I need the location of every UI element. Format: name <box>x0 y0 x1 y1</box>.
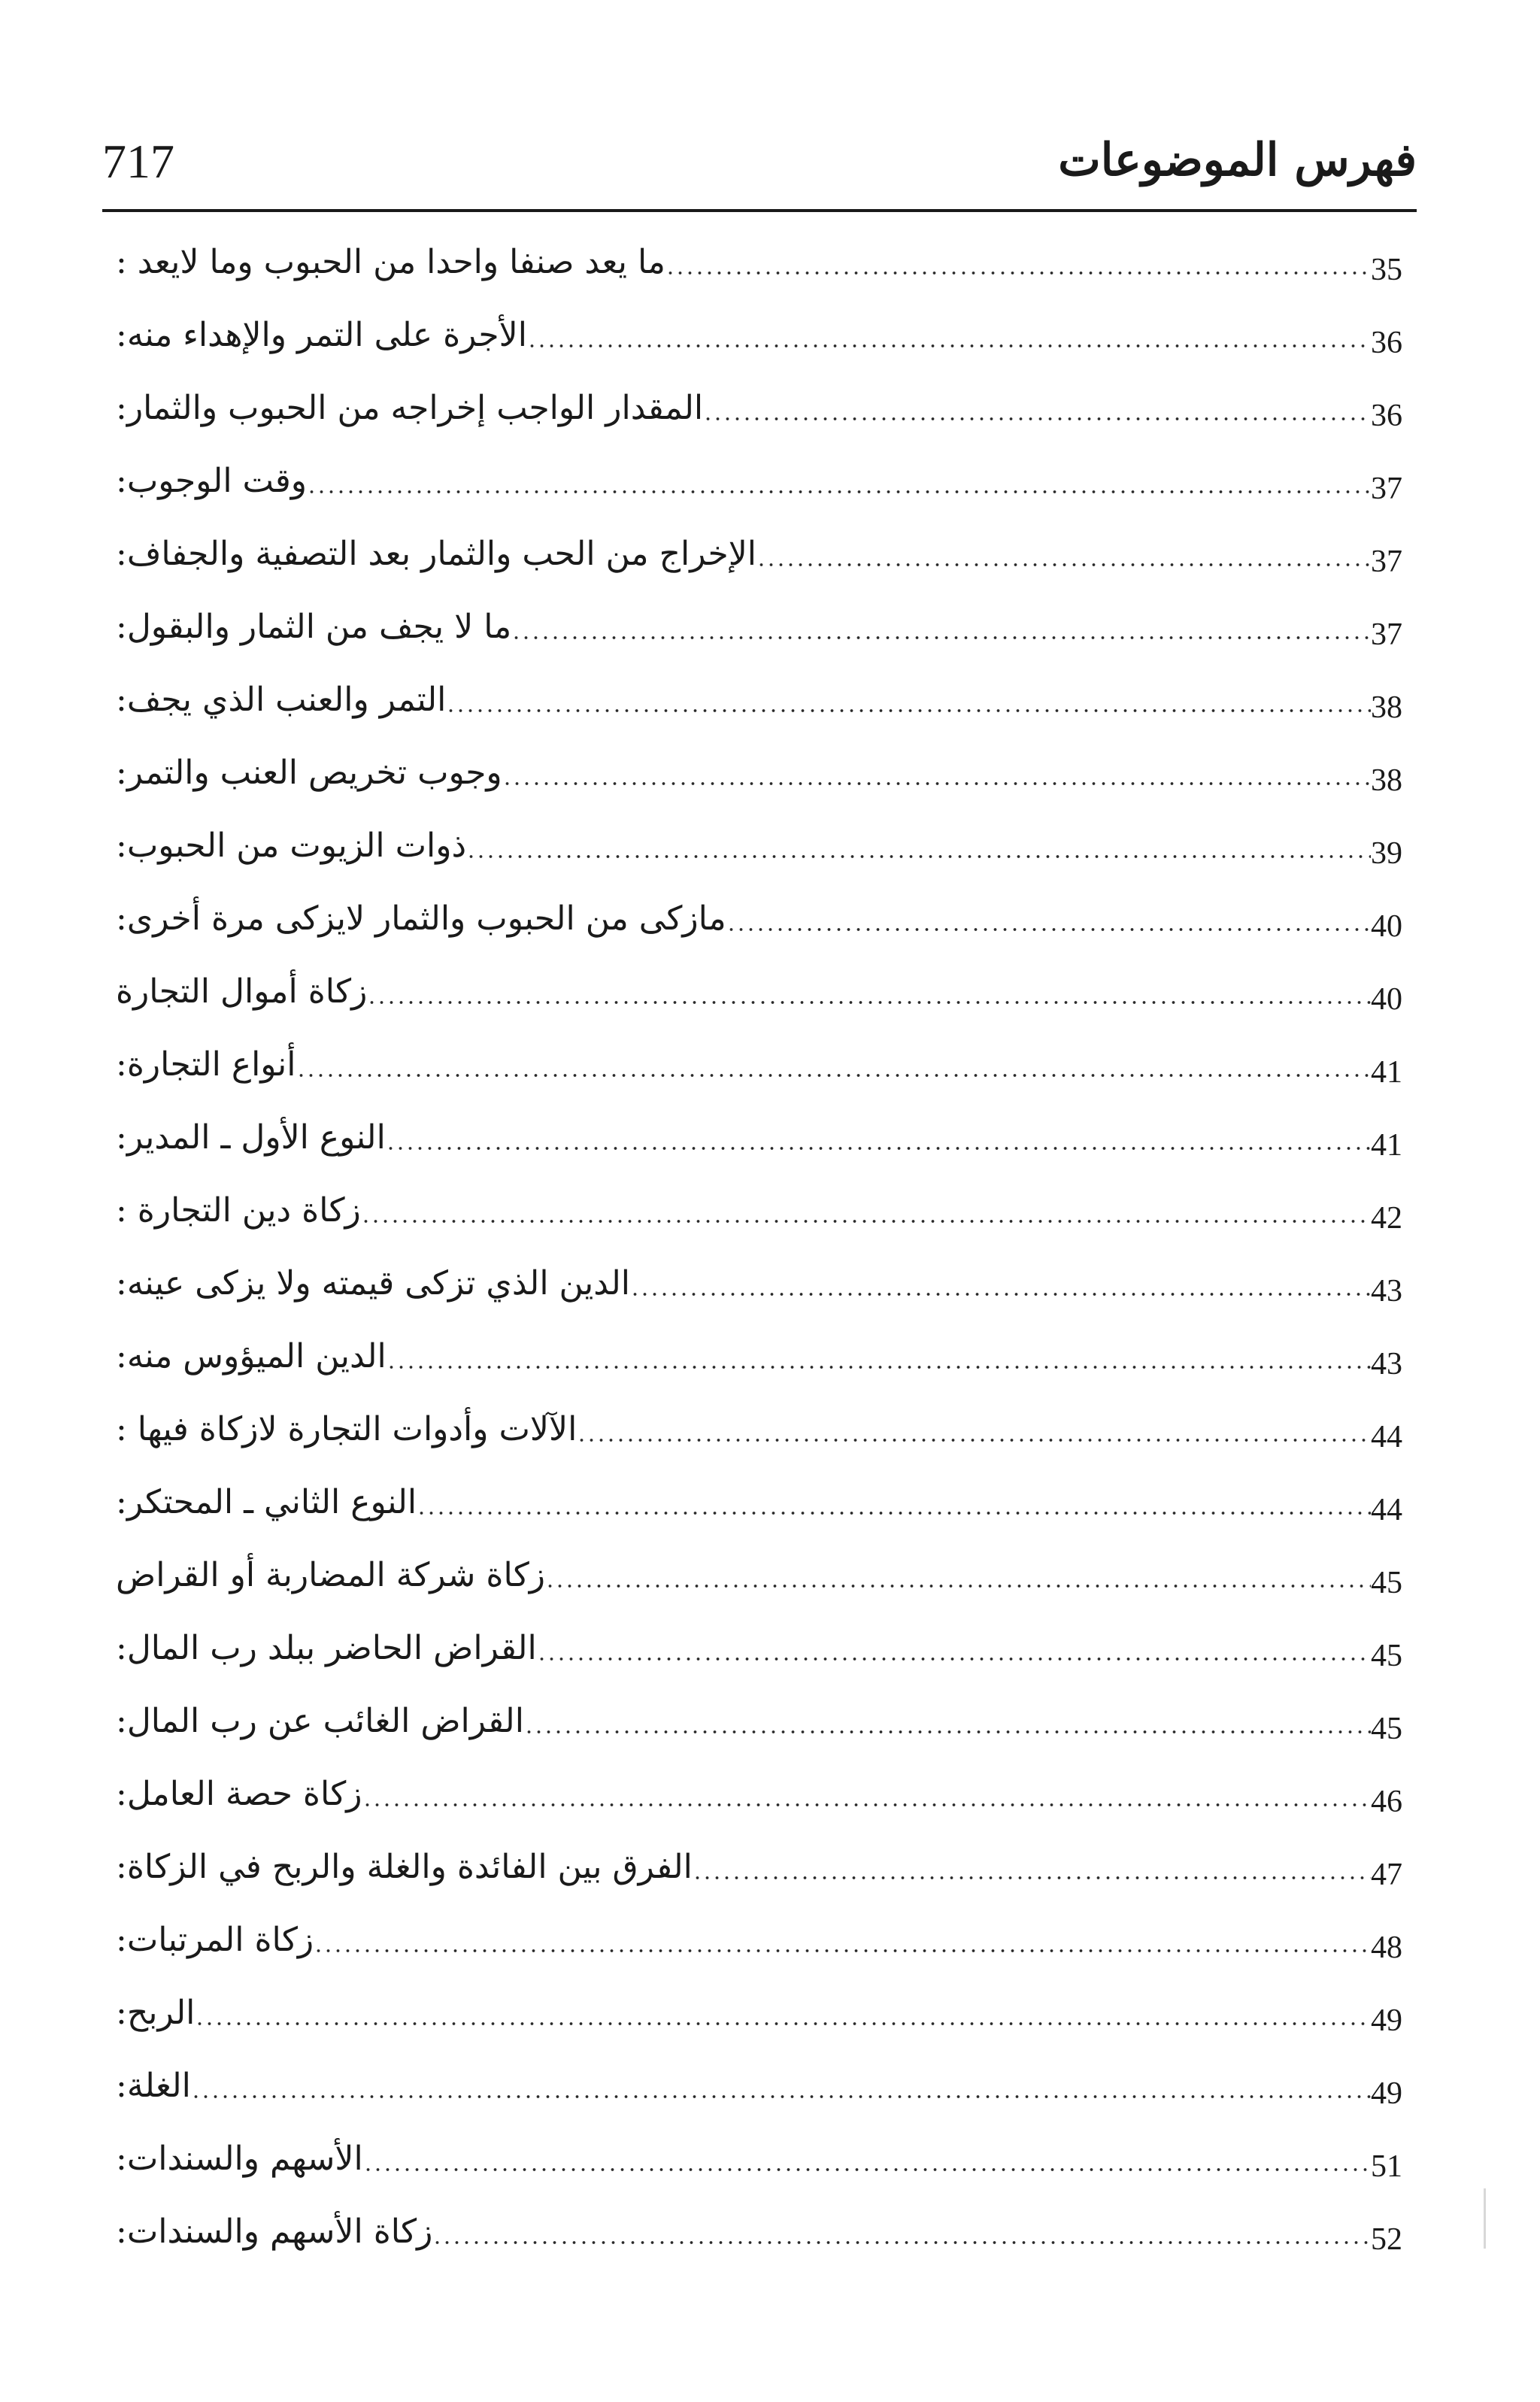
toc-entry <box>105 663 1417 736</box>
entry-title: الدين الميؤوس منه: <box>116 1337 387 1375</box>
dot-leader <box>524 1730 1371 1733</box>
entry-title: مازكى من الحبوب والثمار لايزكى مرة أخرى: <box>116 899 726 938</box>
toc-entry <box>105 1247 1417 1320</box>
dot-leader <box>386 1147 1371 1150</box>
toc-entry <box>105 1976 1417 2049</box>
toc-entry <box>105 1758 1417 1830</box>
entry-page-number: 44 <box>1371 1492 1402 1527</box>
entry-title: ذوات الزيوت من الحبوب: <box>116 826 467 865</box>
entry-page-number: 41 <box>1371 1054 1402 1090</box>
entry-title: زكاة المرتبات: <box>116 1921 314 1959</box>
toc-entry <box>105 882 1417 955</box>
entry-title: الغلة: <box>116 2067 191 2105</box>
toc-entry <box>105 736 1417 809</box>
dot-leader <box>466 855 1371 858</box>
entry-page-number: 51 <box>1371 2149 1402 2184</box>
toc-entry <box>105 1393 1417 1466</box>
dot-leader <box>191 2095 1371 2098</box>
toc-entry <box>105 1685 1417 1758</box>
dot-leader <box>446 709 1371 712</box>
dot-leader <box>432 2241 1371 2244</box>
dot-leader <box>577 1439 1371 1442</box>
entry-page-number: 38 <box>1371 763 1402 798</box>
toc-entry <box>105 1830 1417 1903</box>
entry-page-number: 35 <box>1371 252 1402 287</box>
gutter-mark <box>1484 2188 1486 2249</box>
toc-entry <box>105 299 1417 372</box>
dot-leader <box>545 1585 1371 1588</box>
toc-entry <box>105 1466 1417 1539</box>
dot-leader <box>367 1001 1371 1004</box>
dot-leader <box>195 2022 1371 2025</box>
toc-entry <box>105 809 1417 882</box>
entry-title: أنواع التجارة: <box>116 1045 296 1084</box>
entry-title: ما لا يجف من الثمار والبقول: <box>116 608 512 646</box>
dot-leader <box>361 1220 1371 1223</box>
page-number: 717 <box>102 135 174 188</box>
toc-entry <box>105 1539 1417 1612</box>
toc-entry <box>105 1028 1417 1101</box>
toc-entry <box>105 2195 1417 2268</box>
dot-leader <box>363 2168 1371 2171</box>
dot-leader <box>537 1657 1371 1660</box>
entry-page-number: 44 <box>1371 1419 1402 1454</box>
entry-page-number: 38 <box>1371 690 1402 725</box>
toc-entry <box>105 590 1417 663</box>
entry-page-number: 36 <box>1371 325 1402 360</box>
entry-page-number: 42 <box>1371 1200 1402 1236</box>
dot-leader <box>630 1293 1371 1296</box>
dot-leader <box>527 344 1371 347</box>
toc-entry <box>105 955 1417 1028</box>
dot-leader <box>296 1074 1371 1077</box>
page-header <box>102 113 1417 211</box>
entry-page-number: 48 <box>1371 1930 1402 1965</box>
dot-leader <box>307 490 1371 493</box>
entry-page-number: 45 <box>1371 1565 1402 1600</box>
toc-entry <box>105 444 1417 517</box>
toc-entry <box>105 1612 1417 1685</box>
entry-title: الأسهم والسندات: <box>116 2140 363 2178</box>
toc-entry <box>105 517 1417 590</box>
dot-leader <box>502 782 1371 785</box>
entry-page-number: 43 <box>1371 1273 1402 1309</box>
entry-title: التمر والعنب الذي يجف: <box>116 681 447 719</box>
toc-entry <box>105 372 1417 444</box>
entry-title: المقدار الواجب إخراجه من الحبوب والثمار: <box>116 389 704 427</box>
dot-leader <box>511 636 1371 639</box>
table-of-contents <box>105 226 1417 2268</box>
entry-title: زكاة الأسهم والسندات: <box>116 2212 433 2251</box>
entry-page-number: 45 <box>1371 1711 1402 1746</box>
entry-title: الدين الذي تزكى قيمته ولا يزكى عينه: <box>116 1264 631 1303</box>
toc-entry <box>105 2049 1417 2122</box>
entry-title: القراض الحاضر ببلد رب المال: <box>116 1629 537 1667</box>
toc-entry <box>105 226 1417 299</box>
entry-title: الأجرة على التمر والإهداء منه: <box>116 316 527 354</box>
entry-title: النوع الأول ـ المدير: <box>116 1118 386 1157</box>
toc-entry <box>105 1101 1417 1174</box>
entry-page-number: 46 <box>1371 1784 1402 1819</box>
toc-entry <box>105 1174 1417 1247</box>
dot-leader <box>665 271 1371 274</box>
entry-page-number: 37 <box>1371 471 1402 506</box>
toc-entry <box>105 1320 1417 1393</box>
dot-leader <box>314 1949 1371 1952</box>
dot-leader <box>726 928 1371 931</box>
entry-page-number: 40 <box>1371 981 1402 1017</box>
entry-page-number: 43 <box>1371 1346 1402 1381</box>
entry-title: الآلات وأدوات التجارة لازكاة فيها : <box>116 1410 578 1448</box>
entry-page-number: 36 <box>1371 398 1402 433</box>
dot-leader <box>703 417 1371 420</box>
entry-title: زكاة دين التجارة : <box>116 1191 361 1230</box>
dot-leader <box>756 563 1371 566</box>
entry-title: ما يعد صنفا واحدا من الحبوب وما لايعد : <box>116 243 665 281</box>
entry-page-number: 52 <box>1371 2222 1402 2257</box>
entry-page-number: 47 <box>1371 1857 1402 1892</box>
entry-title: الفرق بين الفائدة والغلة والربح في الزكاة: <box>116 1848 693 1886</box>
entry-title: وجوب تخريص العنب والتمر: <box>116 754 502 792</box>
entry-title: زكاة أموال التجارة <box>116 972 368 1011</box>
entry-page-number: 37 <box>1371 544 1402 579</box>
dot-leader <box>362 1803 1371 1806</box>
entry-page-number: 39 <box>1371 836 1402 871</box>
header-rule <box>102 209 1417 212</box>
entry-page-number: 49 <box>1371 2076 1402 2111</box>
entry-page-number: 37 <box>1371 617 1402 652</box>
entry-page-number: 40 <box>1371 908 1402 944</box>
dot-leader <box>417 1512 1371 1515</box>
entry-title: النوع الثاني ـ المحتكر: <box>116 1483 417 1521</box>
toc-entry <box>105 2122 1417 2195</box>
dot-leader <box>693 1876 1371 1879</box>
entry-title: الإخراج من الحب والثمار بعد التصفية والجفاف: <box>116 535 757 573</box>
running-header-title: فهرس الموضوعات <box>1058 134 1417 187</box>
entry-title: القراض الغائب عن رب المال: <box>116 1702 524 1740</box>
entry-page-number: 45 <box>1371 1638 1402 1673</box>
entry-title: وقت الوجوب: <box>116 462 308 500</box>
entry-title: زكاة حصة العامل: <box>116 1775 362 1813</box>
entry-title: زكاة شركة المضاربة أو القراض <box>116 1556 546 1594</box>
entry-page-number: 41 <box>1371 1127 1402 1163</box>
entry-page-number: 49 <box>1371 2003 1402 2038</box>
entry-title: الربح: <box>116 1994 196 2032</box>
toc-entry <box>105 1903 1417 1976</box>
dot-leader <box>387 1366 1371 1369</box>
